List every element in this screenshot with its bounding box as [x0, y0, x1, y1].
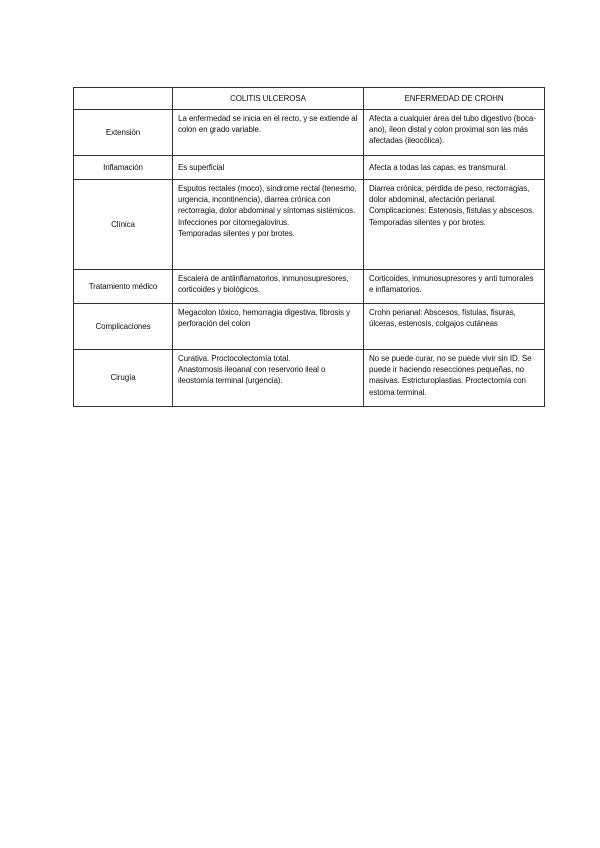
cell-text: Diarrea crónica, pérdida de peso, rectorragias, dolor abdominal, afectación perianal.: [369, 184, 530, 205]
cell-text: Escalera de antiinflamatorios, inmunosupresores, corticoides y biológicos.: [178, 274, 349, 295]
cell-text: Megacolon tóxico, hemorragia digestiva, fibrosis y perforación del colon: [178, 308, 350, 329]
crohn-cell: [364, 350, 545, 407]
crohn-cell: [364, 180, 545, 270]
crohn-cell: [364, 110, 545, 156]
table-row: [74, 110, 545, 156]
table-row: [74, 156, 545, 180]
header-colitis-ulcerosa: COLITIS ULCEROSA: [173, 88, 364, 110]
crohn-cell: [364, 304, 545, 350]
cell-text: Infecciones por citomegalovirus.: [178, 217, 290, 227]
header-row: [74, 88, 545, 110]
header-enfermedad-de-crohn: ENFERMEDAD DE CROHN: [364, 88, 545, 110]
colitis-cell: [173, 304, 364, 350]
table-row: [74, 180, 545, 270]
row-label: Extensión: [74, 110, 173, 156]
cell-text: Afecta a todas las capas, es transmural.: [369, 162, 508, 172]
row-label: Inflamación: [74, 156, 173, 180]
cell-text: Corticoides, inmunosupresores y anti tumorales e inflamatorios.: [369, 274, 534, 295]
cell-text: Temporadas silentes y por brotes.: [369, 217, 486, 227]
colitis-cell: [173, 110, 364, 156]
cell-text: No se puede curar, no se puede vivir sin ID. Se puede ir haciendo resecciones pequeñas, no masivas. Estricturoplastias. Proctectomía con estoma terminal.: [369, 354, 532, 397]
row-label: Cirugía: [74, 350, 173, 407]
cell-text: Afecta a cualquier área del tubo digestivo (boca-ano), íleon distal y colon proximal son las más afectadas (ileocólica).: [369, 114, 536, 146]
crohn-cell: [364, 270, 545, 304]
comparison-table: [73, 87, 545, 407]
cell-text: La enfermedad se inicia en el recto, y se extiende al colon en grado variable.: [178, 114, 358, 135]
cell-text: Complicaciones: Estenosis, fístulas y abscesos.: [369, 206, 535, 216]
cell-text: Es superficial: [178, 162, 225, 172]
header-cell-empty: [74, 88, 173, 110]
cell-text: Anastomosis ileoanal con reservorio ileal o ileostomía terminal (urgencia).: [178, 365, 326, 386]
table-row: [74, 304, 545, 350]
colitis-cell: [173, 270, 364, 304]
row-label: Clínica: [74, 180, 173, 270]
crohn-cell: [364, 156, 545, 180]
cell-text: Temporadas silentes y por brotes.: [178, 228, 295, 238]
row-label: Complicaciones: [74, 304, 173, 350]
cell-text: Curativa. Proctocolectomía total.: [178, 354, 291, 363]
table-row: [74, 350, 545, 407]
cell-text: Crohn perianal: Abscesos, fístulas, fisuras, úlceras, estenosis, colgajos cutáneas: [369, 308, 516, 329]
cell-text: Esputos rectales (moco), síndrome rectal (tenesmo, urgencia, incontinencia), diarrea crónica con rectorragia, dolor abdominal y síntomas sistémicos.: [178, 184, 357, 216]
colitis-cell: [173, 180, 364, 270]
row-label: Tratamiento médico: [74, 270, 173, 304]
table-row: [74, 270, 545, 304]
colitis-cell: [173, 350, 364, 407]
colitis-cell: [173, 156, 364, 180]
